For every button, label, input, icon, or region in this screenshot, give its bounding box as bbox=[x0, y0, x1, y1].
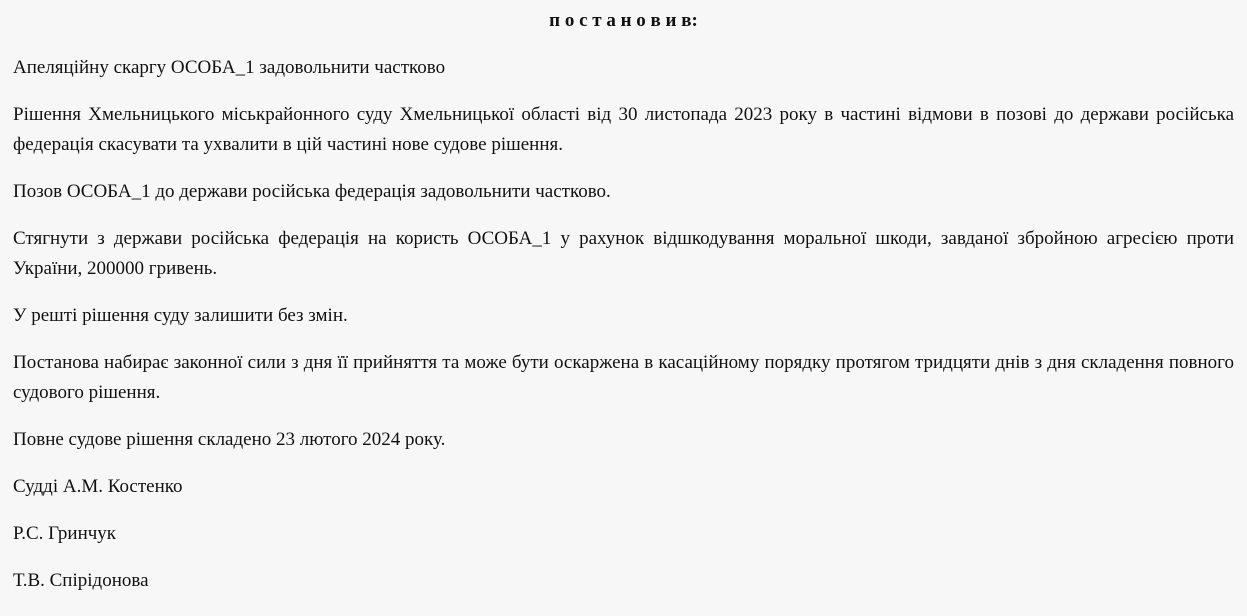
ruling-paragraph-claim: Позов ОСОБА_1 до держави російська федерація задовольнити частково. bbox=[13, 181, 611, 202]
ruling-heading: п о с т а н о в и в: bbox=[549, 10, 698, 31]
judge-signature-kostenko: Судді А.М. Костенко bbox=[13, 476, 183, 497]
ruling-paragraph-entry-into-force: Постанова набирає законної сили з дня її прийняття та може бути оскаржена в касаційному порядку протягом тридцяти днів з дня складення повного судового рішення. bbox=[13, 352, 1234, 403]
judge-signature-spiridonova: Т.В. Спірідонова bbox=[13, 570, 149, 591]
judge-signature-hrynchuk: Р.С. Гринчук bbox=[13, 523, 117, 544]
ruling-paragraph-full-text-date: Повне судове рішення складено 23 лютого 2024 року. bbox=[13, 429, 446, 450]
ruling-paragraph-rest-unchanged: У решті рішення суду залишити без змін. bbox=[13, 305, 348, 326]
ruling-paragraph-decision-revoked: Рішення Хмельницького міськрайонного суду Хмельницької області від 30 листопада 2023 року в частині відмови в позові до держави російська федерація скасувати та ухвалити в цій частині нове судове рішення. bbox=[13, 104, 1234, 155]
ruling-paragraph-appeal: Апеляційну скаргу ОСОБА_1 задовольнити частково bbox=[13, 57, 446, 78]
ruling-paragraph-compensation: Стягнути з держави російська федерація на користь ОСОБА_1 у рахунок відшкодування моральної шкоди, завданої збройною агресією проти України, 200000 гривень. bbox=[13, 228, 1234, 279]
